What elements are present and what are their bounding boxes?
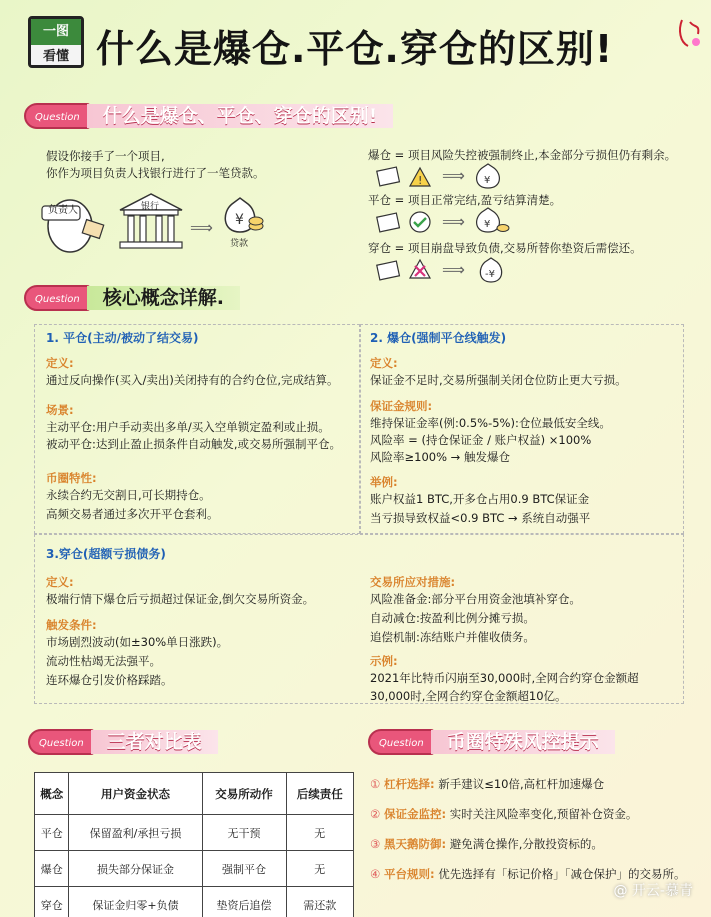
pingcang-scene-1: 主动平仓:用户手动卖出多单/买入空单锁定盈利或止损。 (46, 420, 330, 434)
question-tag: Question (368, 729, 435, 755)
table-cell: 爆仓 (35, 851, 69, 887)
pingcang-definition: 平仓 = 项目正常完结,盈亏结算清楚。 (368, 193, 562, 207)
label-scene: 场景: (46, 403, 74, 417)
label-trigger: 触发条件: (46, 618, 97, 632)
baocang-rule-1: 维持保证金率(例:0.5%-5%):仓位最低安全线。 (370, 416, 611, 430)
tip-key: 保证金监控: (383, 807, 447, 821)
baocang-heading: 2. 爆仓(强制平仓线触发) (370, 331, 507, 345)
section3-title: 三者对比表 (91, 730, 218, 754)
document-icon (376, 166, 402, 188)
svg-text:¥: ¥ (235, 212, 244, 228)
label-example: 举例: (370, 475, 398, 489)
table-row (35, 887, 354, 917)
chuancang-measure-3: 追偿机制:冻结账户并催收债务。 (370, 630, 535, 644)
arrow-icon: ⟹ (442, 212, 465, 231)
table-cell: 无 (286, 815, 354, 851)
pingcang-def: 通过反向操作(买入/卖出)关闭持有的合约仓位,完成结算。 (46, 373, 339, 387)
section3-label (28, 728, 218, 756)
baocang-ex-1: 账户权益1 BTC,开多仓占用0.9 BTC保证金 (370, 492, 590, 506)
label-margin-rule: 保证金规则: (370, 399, 433, 413)
pingcang-scene-2: 被动平仓:达到止盈止损条件自动触发,或交易所强制平仓。 (46, 437, 342, 451)
tip-number: ④ (370, 867, 381, 881)
chuancang-heading: 3.穿仓(超额亏损债务) (46, 547, 166, 561)
intro-line-2: 你作为项目负责人找银行进行了一笔贷款。 (46, 166, 265, 180)
column-header: 交易所动作 (202, 773, 286, 815)
table-cell: 需还款 (286, 887, 354, 917)
question-tag: Question (24, 103, 91, 129)
svg-text:-¥: -¥ (485, 269, 495, 280)
loan-label: 贷款 (230, 239, 249, 249)
header (28, 12, 698, 78)
arrow-icon: ⟹ (442, 166, 465, 185)
watermark: @ 开云-慕青 (613, 883, 693, 899)
tip-text: 避免满仓操作,分散投资标的。 (449, 837, 603, 851)
risk-tip-2 (370, 806, 637, 823)
table-row (35, 851, 354, 887)
chuancang-trigger-2: 流动性枯竭无法强平。 (46, 654, 161, 668)
baocang-rule-2: 风险率 = (持仓保证金 / 账户权益) ×100% (370, 433, 592, 447)
check-circle-icon (408, 210, 432, 234)
risk-tip-3 (370, 836, 603, 853)
page-title: 什么是爆仓.平仓.穿仓的区别! (96, 27, 614, 71)
question-tag: Question (28, 729, 95, 755)
svg-text:¥: ¥ (484, 219, 491, 230)
label-definition: 定义: (46, 356, 74, 370)
document-icon (376, 212, 402, 234)
tip-number: ③ (370, 837, 381, 851)
arrow-icon: ⟹ (442, 260, 465, 279)
money-bag-icon (218, 196, 264, 236)
svg-text:!: ! (418, 174, 423, 187)
section1-label (24, 102, 393, 130)
badge-top-text: 一图 (31, 19, 81, 45)
table-cell: 穿仓 (35, 887, 69, 917)
chuancang-definition: 穿仓 = 项目崩盘导致负债,交易所替你垫资后需偿还。 (368, 241, 642, 255)
bank-label: 银行 (141, 202, 160, 212)
column-header: 用户资金状态 (69, 773, 202, 815)
table-cell: 损失部分保证金 (69, 851, 202, 887)
badge-bottom-text: 看懂 (31, 45, 81, 68)
cross-warning-icon (408, 258, 432, 282)
pingcang-heading: 1. 平仓(主动/被动了结交易) (46, 331, 199, 345)
tip-text: 优先选择有「标记价格」「减仓保护」的交易所。 (438, 867, 686, 881)
pingcang-feature-1: 永续合约无交割日,可长期持仓。 (46, 488, 211, 502)
tip-number: ② (370, 807, 381, 821)
table-cell: 无 (286, 851, 354, 887)
label-measures: 交易所应对措施: (370, 575, 456, 589)
baocang-rule-3: 风险率≥100% → 触发爆仓 (370, 450, 510, 464)
baocang-ex-2: 当亏损导致权益<0.9 BTC → 系统自动强平 (370, 511, 591, 525)
section4-title: 币圈特殊风控提示 (431, 730, 615, 754)
warning-icon (408, 166, 432, 188)
chuancang-case-1: 2021年比特币闪崩至30,000时,全网合约穿仓金额超 (370, 671, 639, 685)
chuancang-case-2: 30,000时,全网合约穿仓金额超10亿。 (370, 689, 567, 703)
column-header: 后续责任 (286, 773, 354, 815)
chuancang-measure-2: 自动减仓:按盈利比例分摊亏损。 (370, 611, 535, 625)
money-bag-icon (472, 206, 510, 236)
table-header-row (35, 773, 354, 815)
intro-line-1: 假设你接手了一个项目, (46, 149, 165, 163)
tip-key: 黑天鹅防御: (383, 837, 447, 851)
section4-label (368, 728, 615, 756)
risk-tip-1 (370, 776, 604, 793)
tip-key: 杠杆选择: (383, 777, 435, 791)
chuancang-trigger-3: 连环爆仓引发价格踩踏。 (46, 673, 173, 687)
tip-text: 新手建议≤10倍,高杠杆加速爆仓 (438, 777, 605, 791)
baocang-def: 保证金不足时,交易所强制关闭仓位防止更大亏损。 (370, 373, 627, 387)
label-case: 示例: (370, 654, 398, 668)
section2-label (24, 284, 240, 312)
table-cell: 强制平仓 (202, 851, 286, 887)
table-cell: 保证金归零+负债 (69, 887, 202, 917)
table-cell: 保留盈利/承担亏损 (69, 815, 202, 851)
question-tag: Question (24, 285, 91, 311)
table-cell: 平仓 (35, 815, 69, 851)
svg-text:¥: ¥ (484, 175, 491, 186)
tip-text: 实时关注风险率变化,预留补仓资金。 (449, 807, 638, 821)
money-bag-icon (472, 162, 506, 190)
arrow-icon: ⟹ (190, 218, 213, 237)
comparison-table (34, 772, 354, 917)
document-icon (376, 260, 402, 282)
table-cell: 垫资后追偿 (202, 887, 286, 917)
pingcang-feature-2: 高频交易者通过多次开平仓套利。 (46, 507, 219, 521)
table-row (35, 815, 354, 851)
tip-number: ① (370, 777, 381, 791)
chuancang-def: 极端行情下爆仓后亏损超过保证金,倒欠交易所资金。 (46, 592, 315, 606)
table-cell: 无干预 (202, 815, 286, 851)
section2-title: 核心概念详解. (87, 286, 240, 310)
money-bag-icon (476, 256, 506, 284)
column-header: 概念 (35, 773, 69, 815)
section1-title: 什么是爆仓、平仓、穿仓的区别! (87, 104, 394, 128)
chuancang-measure-1: 风险准备金:部分平台用资金池填补穿仓。 (370, 592, 581, 606)
tip-key: 平台规则: (383, 867, 435, 881)
label-definition: 定义: (370, 356, 398, 370)
chuancang-trigger-1: 市场剧烈波动(如±30%单日涨跌)。 (46, 635, 229, 649)
person-label: 负责人 (48, 205, 78, 216)
label-definition: 定义: (46, 575, 74, 589)
baocang-definition: 爆仓 = 项目风险失控被强制终止,本金部分亏损但仍有剩余。 (368, 148, 677, 162)
label-feature: 币圈特性: (46, 471, 97, 485)
header-badge (28, 16, 84, 68)
doodle-icon (676, 16, 704, 52)
